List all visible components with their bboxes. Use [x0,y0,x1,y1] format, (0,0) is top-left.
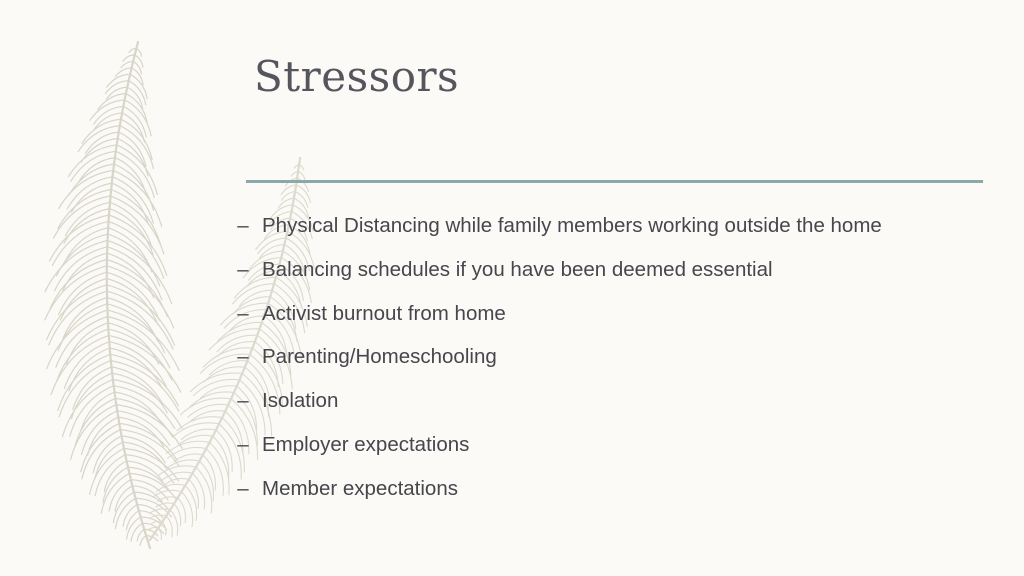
dash-icon: – [237,389,249,413]
dash-icon: – [237,476,249,500]
bullet-text: Activist burnout from home [262,301,506,325]
feather-left [45,42,183,548]
bullet-text: Isolation [262,389,339,413]
bullet-text: Member expectations [262,476,458,500]
bullet-text: Parenting/Homeschooling [262,345,497,369]
bullet-text: Balancing schedules if you have been deemed essential [262,257,773,281]
slide-title: Stressors [254,52,460,101]
dash-icon: – [237,301,249,325]
title-divider [246,180,983,183]
dash-icon: – [237,257,249,281]
bullet-text: Physical Distancing while family members working outside the home [262,214,882,237]
dash-icon: – [237,214,249,237]
dash-icon: – [237,345,249,369]
bullet-text: Employer expectations [262,432,470,456]
dash-icon: – [237,432,249,456]
